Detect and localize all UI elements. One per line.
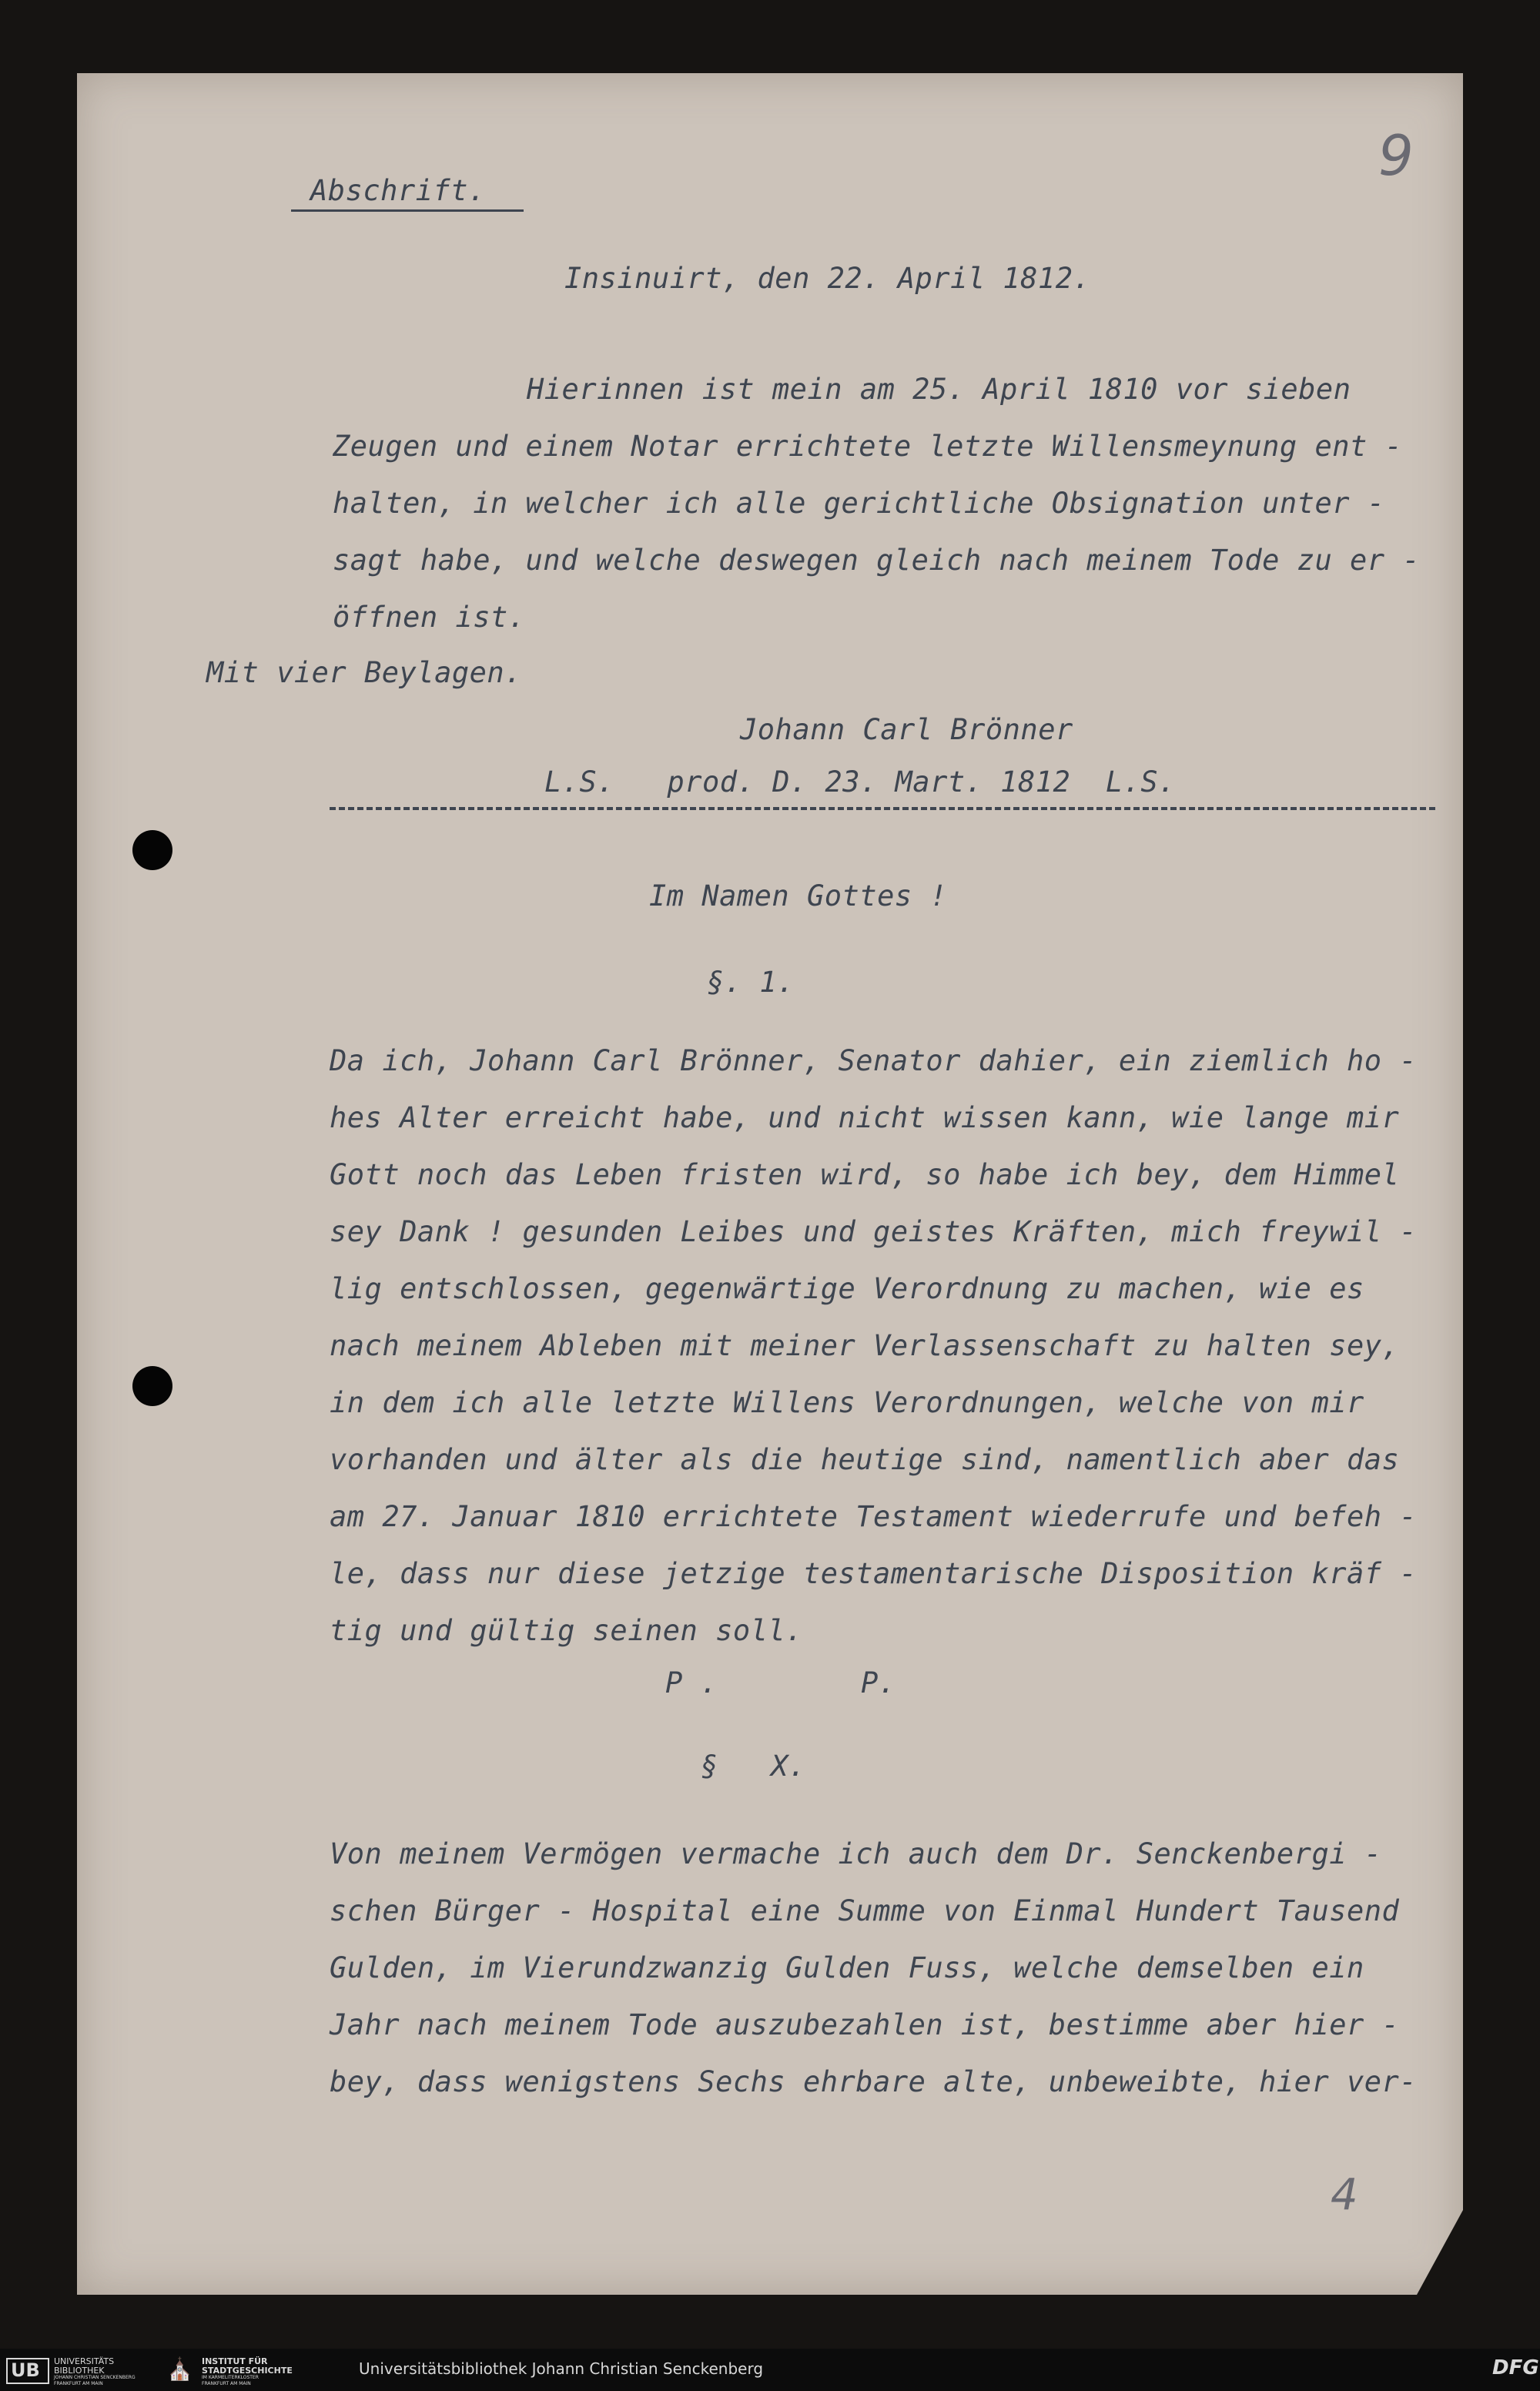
text-line: in dem ich alle letzte Willens Verordnungen, welche von mir xyxy=(330,1386,1364,1419)
punch-hole-top xyxy=(132,830,172,870)
text-line: nach meinem Ableben mit meiner Verlassenschaft zu halten sey, xyxy=(330,1329,1400,1362)
ub-name-line: FRANKFURT AM MAIN xyxy=(54,2381,103,2386)
dfg-logo: DFG xyxy=(1492,2356,1539,2379)
text-line: hes Alter erreicht habe, und nicht wissen kann, wie lange mir xyxy=(330,1101,1400,1134)
text-line: Jahr nach meinem Tode auszubezahlen ist, bestimme aber hier - xyxy=(330,2008,1400,2041)
ub-logo: UB xyxy=(11,2359,40,2381)
text-line: Gott noch das Leben fristen wird, so habe ich bey, dem Himmel xyxy=(330,1158,1400,1191)
text-line: Da ich, Johann Carl Brönner, Senator dahier, ein ziemlich ho - xyxy=(330,1044,1418,1077)
ub-name-line: UNIVERSITÄTS xyxy=(54,2356,115,2366)
torn-corner xyxy=(1417,2210,1463,2295)
text-line: halten, in welcher ich alle gerichtliche Obsignation unter - xyxy=(333,487,1385,520)
text-line: am 27. Januar 1810 errichtete Testament wiederrufe und befeh - xyxy=(330,1500,1418,1533)
heading: Abschrift. xyxy=(310,174,486,207)
text-line: lig entschlossen, gegenwärtige Verordnung zu machen, wie es xyxy=(330,1272,1364,1305)
institute-name-line: STADTGESCHICHTE xyxy=(202,2366,293,2376)
library-name: Universitätsbibliothek Johann Christian Senckenberg xyxy=(359,2359,764,2378)
text-line: vorhanden und älter als die heutige sind, namentlich aber das xyxy=(330,1443,1400,1476)
text-line: sagt habe, und welche deswegen gleich nach meinem Tode zu er - xyxy=(333,544,1421,577)
institute-name-line: FRANKFURT AM MAIN xyxy=(202,2381,251,2386)
page-number: 9 xyxy=(1378,123,1414,188)
institute-emblem-icon: ⛪ xyxy=(166,2356,193,2382)
ub-name-line: BIBLIOTHEK xyxy=(54,2366,105,2376)
seal-line: L.S. prod. D. 23. Mart. 1812 L.S. xyxy=(544,765,1176,799)
invocation: Im Namen Gottes ! xyxy=(649,879,948,913)
heading-underline xyxy=(291,209,524,212)
text-line: Von meinem Vermögen vermache ich auch dem Dr. Senckenbergi - xyxy=(330,1837,1382,1870)
folio-number: 4 xyxy=(1331,2170,1358,2220)
text-line: öffnen ist. xyxy=(333,601,526,634)
text-line: schen Bürger - Hospital eine Summe von Einmal Hundert Tausend xyxy=(330,1894,1400,1927)
pp-mark: P . xyxy=(665,1666,718,1699)
text-line: Gulden, im Vierundzwanzig Gulden Fuss, welche demselben ein xyxy=(330,1951,1364,1984)
text-line: sey Dank ! gesunden Leibes und geistes Kräften, mich freywil - xyxy=(330,1215,1418,1248)
institute-name-line: IM KARMELITERKLOSTER xyxy=(202,2375,259,2380)
separator-line xyxy=(330,807,1435,810)
enclosures-note: Mit vier Beylagen. xyxy=(206,656,522,689)
pp-mark: P. xyxy=(861,1666,896,1699)
text-line: Zeugen und einem Notar errichtete letzte Willensmeynung ent - xyxy=(333,430,1403,463)
text-line: le, dass nur diese jetzige testamentarische Disposition kräf - xyxy=(330,1557,1418,1590)
section-1-title: §. 1. xyxy=(707,966,795,999)
text-line: tig und gültig seinen soll. xyxy=(330,1614,803,1647)
punch-hole-bottom xyxy=(132,1366,172,1406)
insinuation-line: Insinuirt, den 22. April 1812. xyxy=(564,262,1091,295)
section-x-title: § X. xyxy=(701,1750,806,1783)
footer-bar xyxy=(0,2349,1540,2391)
ub-name-line: JOHANN CHRISTIAN SENCKENBERG xyxy=(54,2375,136,2380)
text-line: bey, dass wenigstens Sechs ehrbare alte, unbeweibte, hier ver- xyxy=(330,2065,1418,2098)
text-line: Hierinnen ist mein am 25. April 1810 vor sieben xyxy=(527,373,1351,406)
institute-name-line: INSTITUT FÜR xyxy=(202,2356,268,2366)
signature: Johann Carl Brönner xyxy=(740,713,1073,746)
